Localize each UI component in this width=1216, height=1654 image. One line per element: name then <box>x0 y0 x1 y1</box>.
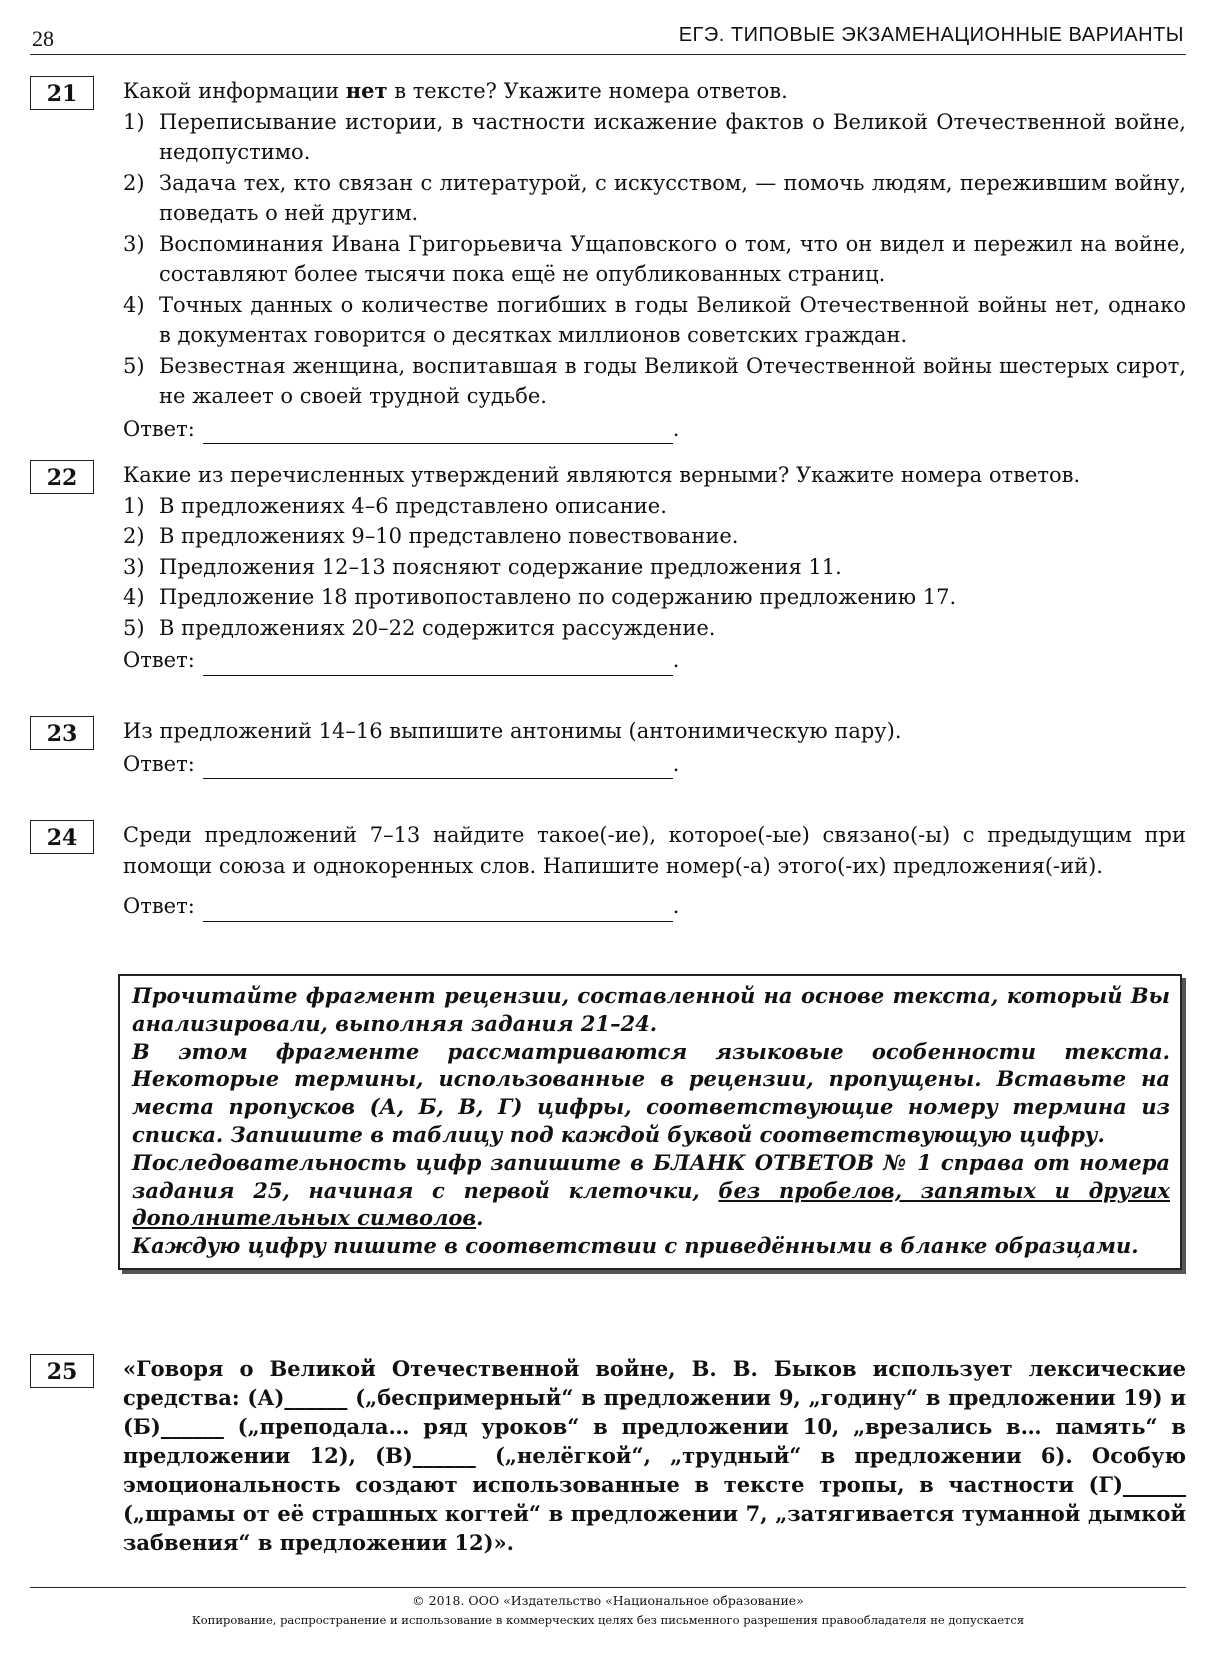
task-24-question: Среди предложений 7–13 найдите такое(-ие), которое(-ые) связано(-ы) с предыдущим при помощи союза и однокоренных слов. Напишите номер(-а) этого(-их) предложения(-ий). <box>123 823 1186 878</box>
legal-notice: Копирование, распространение и использование в коммерческих целях без письменного разрешения правообладателя не допускается <box>191 1613 1025 1627</box>
task-22-answer-line[interactable] <box>203 653 673 676</box>
copyright-notice: © 2018. ООО «Издательство «Национальное образование» <box>412 1593 804 1608</box>
page-number: 28 <box>32 26 54 51</box>
footer-divider <box>30 1587 1186 1588</box>
instruction-paragraph-3: Последовательность цифр запишите в БЛАНК ОТВЕТОВ № 1 справа от номера задания 25, начиная с первой клеточки, без пробелов, запятых и других дополнительных символов. <box>132 1149 1171 1231</box>
task-22-options <box>123 491 1186 644</box>
task-23-question: Из предложений 14–16 выпишите антонимы (антонимическую пару). <box>123 719 902 743</box>
task-number-22: 22 <box>30 460 94 494</box>
task-22-option-4: 4) Предложение 18 противопоставлено по содержанию предложению 17. <box>123 585 957 609</box>
running-title: ЕГЭ. ТИПОВЫЕ ЭКЗАМЕНАЦИОННЫЕ ВАРИАНТЫ <box>678 24 1184 46</box>
task-21-option-1: 1) Переписывание истории, в частности искажение фактов о Великой Отечественной войне, недопустимо. <box>123 109 1186 164</box>
task-21-answer-line[interactable] <box>203 421 673 444</box>
task-22-option-5: 5) В предложениях 20–22 содержится рассуждение. <box>123 615 716 640</box>
task-21-option-5: 5) Безвестная женщина, воспитавшая в годы Великой Отечественной войны шестерых сирот, не жалеет о своей трудной судьбе. <box>123 353 1186 408</box>
task-number-21: 21 <box>30 76 94 110</box>
task-21-answer: Ответ: . <box>123 414 1186 445</box>
task-23-answer-line[interactable] <box>203 756 673 779</box>
task-22-question: Какие из перечисленных утверждений являются верными? Укажите номера ответов. <box>123 463 1081 487</box>
task-21-question-emphasis: нет <box>345 78 388 103</box>
task-22-option-3: 3) Предложения 12–13 поясняют содержание предложения 11. <box>123 554 842 579</box>
task-24-answer-line[interactable] <box>203 899 673 922</box>
instruction-box <box>118 974 1182 1270</box>
task-21-option-4: 4) Точных данных о количестве погибших в годы Великой Отечественной войны нет, однако в документах говорится о десятках миллионов советских граждан. <box>123 292 1186 347</box>
task-21-question: Какой информации нет в тексте? Укажите номера ответов. <box>123 78 788 103</box>
answer-label: Ответ: <box>123 648 195 672</box>
task-22-answer: Ответ: . <box>123 645 1186 676</box>
task-21-options <box>123 107 1186 412</box>
instruction-paragraph-1: Прочитайте фрагмент рецензии, составленной на основе текста, который Вы анализировали, выполняя задания 21–24. <box>132 983 1170 1036</box>
task-25 <box>30 1354 1186 1557</box>
answer-label: Ответ: <box>123 751 195 776</box>
task-24-answer: Ответ: . <box>123 891 1186 922</box>
task-22-option-1: 1) В предложениях 4–6 представлено описание. <box>123 493 667 518</box>
task-21 <box>30 76 1186 444</box>
task-22 <box>30 460 1186 676</box>
task-23 <box>30 716 1186 779</box>
task-number-23: 23 <box>30 716 94 750</box>
task-25-review-text: «Говоря о Великой Отечественной войне, В. В. Быков использует лексические средства: (А)______ („беспримерный“ в предложении 9, „годину“ в предложении 19) и (Б)______ („преподала… ряд уроков“ в предложении 10, „врезались в… память“ в предложении 12), (В)______ („нелёгкой“, „трудный“ в предложении 6). Особую эмоциональность создают использованные в тексте тропы, в частности (Г)______ („шрамы от её страшных когтей“ в предложении 7, „затягивается туманной дымкой забвения“ в предложении 12)». <box>123 1356 1186 1555</box>
answer-label: Ответ: <box>123 894 195 918</box>
task-22-option-2: 2) В предложениях 9–10 представлено повествование. <box>123 524 739 548</box>
instruction-underlined-note: без пробелов, запятых и других дополнительных символов <box>132 1177 1171 1231</box>
header-divider <box>30 54 1186 55</box>
instruction-paragraph-4: Каждую цифру пишите в соответствии с приведёнными в бланке образцами. <box>132 1233 1139 1259</box>
answer-label: Ответ: <box>123 416 195 441</box>
task-21-option-3: 3) Воспоминания Ивана Григорьевича Ущаповского о том, что он видел и пережил на войне, составляют более тысячи пока ещё не опубликованных страниц. <box>123 231 1186 286</box>
task-23-answer: Ответ: . <box>123 749 1186 780</box>
task-number-24: 24 <box>30 820 94 854</box>
task-24 <box>30 820 1186 922</box>
instruction-paragraph-2: В этом фрагменте рассматриваются языковые особенности текста. Некоторые термины, использованные в рецензии, пропущены. Вставьте на места пропусков (А, Б, В, Г) цифры, соответствующие номеру термина из списка. Запишите в таблицу под каждой буквой соответствующую цифру. <box>132 1038 1170 1147</box>
task-number-25: 25 <box>30 1354 94 1388</box>
task-21-option-2: 2) Задача тех, кто связан с литературой, с искусством, — помочь людям, пережившим войну, поведать о ней другим. <box>123 170 1186 225</box>
